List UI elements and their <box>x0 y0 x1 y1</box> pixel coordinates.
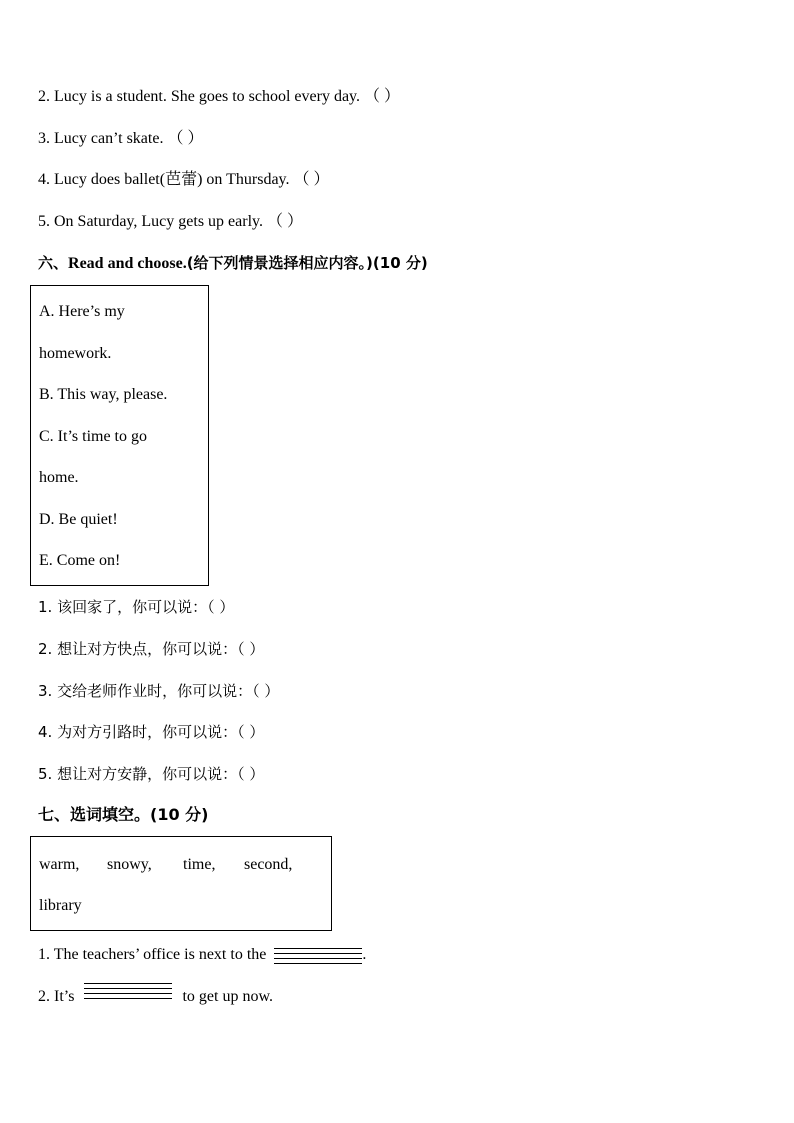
section5-item-5: 5. On Saturday, Lucy gets up early. （ ） <box>38 213 303 230</box>
section6-item-4: 4. 为对方引路时，你可以说：（ ） <box>38 723 265 741</box>
option-c-line2: home. <box>39 469 79 486</box>
section5-item-4: 4. Lucy does ballet(芭蕾) on Thursday. （ ） <box>38 171 330 188</box>
section7-item-2-rest: to get up now. <box>182 988 273 1005</box>
option-a-line2: homework. <box>39 345 112 362</box>
options-box <box>30 285 209 586</box>
section6-heading <box>38 253 428 274</box>
section7-item-2-text: 2. It’s <box>38 988 75 1005</box>
word-library: library <box>39 897 82 914</box>
section7-heading: 七、选词填空。(10 分) <box>38 805 209 824</box>
option-c-line1: C. It’s time to go <box>39 428 147 445</box>
option-b: B. This way, please. <box>39 386 168 403</box>
section6-item-3: 3. 交给老师作业时，你可以说：（ ） <box>38 682 280 700</box>
answer-blank-1[interactable] <box>274 945 362 965</box>
section6-item-5: 5. 想让对方安静，你可以说：（ ） <box>38 765 265 783</box>
section7-item-1 <box>38 945 366 965</box>
section6-item-2: 2. 想让对方快点，你可以说：（ ） <box>38 640 265 658</box>
section5-item-3: 3. Lucy can’t skate. （ ） <box>38 130 204 147</box>
word-time: time, <box>183 856 216 873</box>
word-warm: warm, <box>39 856 80 873</box>
section6-heading-number: 六、 <box>38 254 69 272</box>
section6-item-1: 1. 该回家了，你可以说：（ ） <box>38 598 235 616</box>
option-d: D. Be quiet! <box>39 511 118 528</box>
section6-heading-title: Read and choose. <box>68 255 187 272</box>
section7-item-2 <box>38 987 273 1007</box>
section6-heading-instructions: (给下列情景选择相应内容。)(10 分) <box>186 254 428 272</box>
section5-item-2: 2. Lucy is a student. She goes to school every day. （ ） <box>38 88 401 105</box>
section7-item-1-text: 1. The teachers’ office is next to the <box>38 946 267 963</box>
option-a-line1: A. Here’s my <box>39 303 125 320</box>
option-e: E. Come on! <box>39 552 121 569</box>
word-snowy: snowy, <box>107 856 152 873</box>
word-box <box>30 836 332 931</box>
section7-item-1-period: . <box>362 946 367 963</box>
word-second: second, <box>244 856 293 873</box>
answer-blank-2[interactable] <box>84 987 172 1007</box>
